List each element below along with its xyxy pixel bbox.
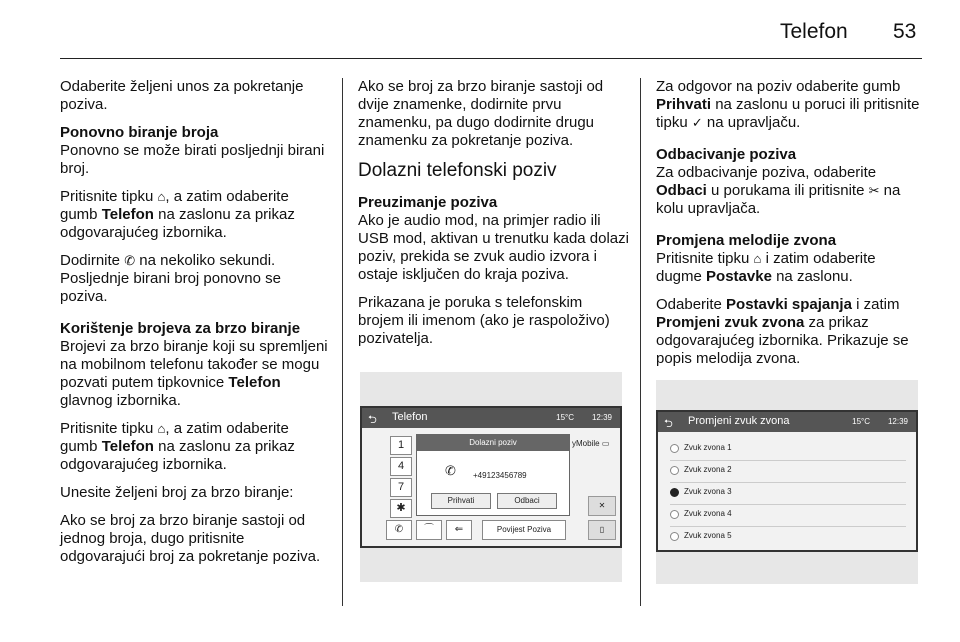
- paragraph: Ako se broj za brzo biranje sastoji od jednog broja, dugo pritisnite odgovarajući broj za pokretanje poziva.: [60, 512, 321, 565]
- page-number: 53: [893, 20, 917, 43]
- home-icon: ⌂: [157, 421, 166, 436]
- column-divider: [640, 78, 641, 606]
- column-2: [358, 78, 630, 358]
- incoming-call-popup: [416, 434, 570, 516]
- backspace-button[interactable]: ⇐: [446, 520, 472, 540]
- paragraph: Za odbacivanje poziva, odaberite Odbaci u porukama ili pritisnite ✂ na kolu upravljača.: [656, 164, 901, 217]
- paragraph: Pritisnite tipku ⌂ i zatim odaberite dugme Postavke na zaslonu.: [656, 250, 876, 285]
- paragraph: Pritisnite tipku ⌂, a zatim odaberite gumb Telefon na zaslonu za prikaz odgovarajućeg izbornika.: [60, 420, 295, 473]
- header-rule: [60, 58, 922, 59]
- paragraph: Pritisnite tipku ⌂, a zatim odaberite gumb Telefon na zaslonu za prikaz odgovarajućeg izbornika.: [60, 188, 295, 241]
- clock: 12:39: [887, 417, 908, 426]
- paragraph: Ako je audio mod, na primjer radio ili USB mod, aktivan u trenutku kada dolazi poziv, prekida se zvuk audio izvora i ostaje isključen do kraja poziva.: [358, 212, 629, 283]
- column-3: [656, 78, 924, 378]
- screenshot-incoming-call: [360, 372, 622, 582]
- mute-icon[interactable]: ✕: [588, 496, 616, 516]
- heading-reject-call: Odbacivanje poziva: [656, 146, 797, 163]
- temperature: 15°C: [556, 413, 574, 422]
- home-icon: ⌂: [157, 189, 166, 204]
- column-divider: [342, 78, 343, 606]
- heading-accept-call: Preuzimanje poziva: [358, 194, 498, 211]
- paragraph: Dodirnite ✆ na nekoliko sekundi. Posljednje birani broj ponovno se poziva.: [60, 252, 281, 305]
- phone-device-icon[interactable]: ▯: [588, 520, 616, 540]
- column-1: [60, 78, 330, 576]
- phone-icon: ✆: [445, 463, 456, 478]
- call-button[interactable]: ✆: [386, 520, 412, 540]
- hangup-icon: ✂: [868, 183, 880, 198]
- radio-icon[interactable]: [670, 510, 679, 519]
- hangup-button[interactable]: ⌒: [416, 520, 442, 540]
- ringtone-item[interactable]: Zvuk zvona 5: [670, 526, 906, 548]
- page-section-title: Telefon: [780, 20, 848, 43]
- screen-title-bar: [362, 408, 620, 428]
- accept-button[interactable]: Prihvati: [431, 493, 491, 509]
- keypad-key[interactable]: 4: [390, 457, 412, 476]
- screen-title: Promjeni zvuk zvona: [688, 415, 790, 427]
- heading-speed-dial: Korištenje brojeva za brzo biranje: [60, 320, 301, 337]
- radio-icon[interactable]: [670, 444, 679, 453]
- device-label: yMobile ▭: [572, 436, 616, 452]
- keypad-key[interactable]: ✱: [390, 499, 412, 518]
- screen-title: Telefon: [392, 411, 428, 423]
- paragraph: Brojevi za brzo biranje koji su spremljeni na mobilnom telefonu također se mogu pozvati putem tipkovnice Telefon glavnog izbornika.: [60, 338, 328, 409]
- paragraph: Odaberite Postavki spajanja i zatim Promjeni zvuk zvona za prikaz odgovarajućeg izbornika. Prikazuje se popis melodija zvona.: [656, 296, 909, 367]
- phone-screen: [360, 406, 622, 548]
- paragraph: Unesite željeni broj za brzo biranje:: [60, 484, 294, 501]
- radio-selected-icon[interactable]: [670, 488, 679, 497]
- keypad-key[interactable]: 1: [390, 436, 412, 455]
- paragraph: Odaberite željeni unos za pokretanje poziva.: [60, 78, 304, 113]
- back-icon[interactable]: ⮌: [664, 418, 673, 430]
- paragraph: Ponovno se može birati posljednji birani broj.: [60, 142, 325, 177]
- ringtone-item[interactable]: Zvuk zvona 2: [670, 460, 906, 483]
- paragraph: Prikazana je poruka s telefonskim brojem ili imenom (ako je raspoloživo) pozivatelja.: [358, 294, 610, 347]
- radio-icon[interactable]: [670, 466, 679, 475]
- heading-incoming-call: Dolazni telefonski poziv: [358, 160, 557, 181]
- temperature: 15°C: [852, 417, 870, 426]
- heading-redial: Ponovno biranje broja: [60, 124, 219, 141]
- heading-change-ringtone: Promjena melodije zvona: [656, 232, 837, 249]
- caller-number: +49123456789: [473, 471, 527, 480]
- ringtone-item[interactable]: Zvuk zvona 1: [670, 438, 906, 461]
- clock: 12:39: [591, 413, 612, 422]
- ringtone-item[interactable]: Zvuk zvona 3: [670, 482, 906, 505]
- screen-title-bar: [658, 412, 916, 432]
- radio-icon[interactable]: [670, 532, 679, 541]
- page-header: [0, 0, 960, 66]
- phone-icon: ✆: [124, 253, 136, 268]
- ringtone-screen: [656, 410, 918, 552]
- screenshot-ringtone-menu: [656, 380, 918, 584]
- call-history-button[interactable]: Povijest Poziva: [482, 520, 566, 540]
- paragraph: Za odgovor na poziv odaberite gumb Prihvati na zaslonu u poruci ili pritisnite tipku ✓ na upravljaču.: [656, 78, 920, 131]
- ringtone-item[interactable]: Zvuk zvona 4: [670, 504, 906, 527]
- battery-icon: ▭: [601, 439, 610, 448]
- home-icon: ⌂: [753, 251, 762, 266]
- popup-title: Dolazni poziv: [417, 435, 569, 451]
- paragraph: Ako se broj za brzo biranje sastoji od dvije znamenke, dodirnite prvu znamenku, pa dugo dodirnite drugu znamenku za pokretanje poziva.: [358, 78, 604, 149]
- reject-button[interactable]: Odbaci: [497, 493, 557, 509]
- keypad-key[interactable]: 7: [390, 478, 412, 497]
- answer-icon: ✓: [691, 115, 703, 130]
- back-icon[interactable]: ⮌: [368, 414, 377, 426]
